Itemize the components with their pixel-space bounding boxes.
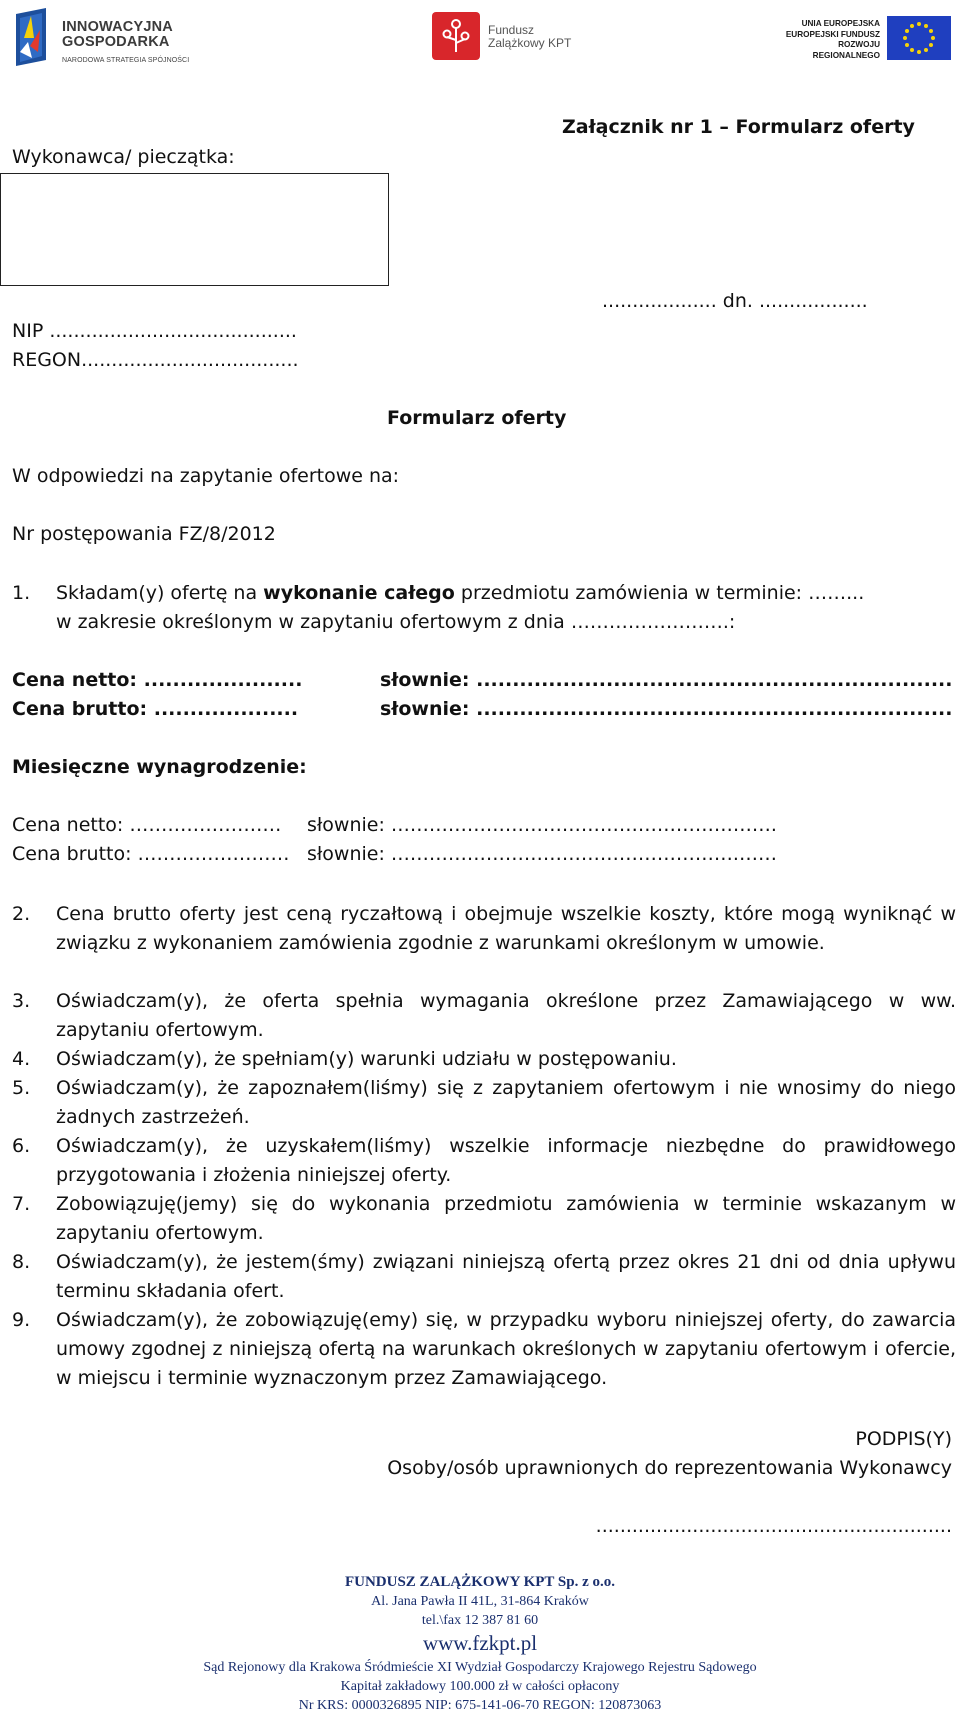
monthly-net-words: słownie: ……………………………………………………. bbox=[307, 814, 777, 836]
annex-title: Załącznik nr 1 – Formularz oferty bbox=[562, 116, 915, 138]
offer-item-7 bbox=[12, 1190, 956, 1248]
item-1-text-end: przedmiotu zamówienia w terminie: ……... bbox=[454, 582, 865, 604]
item-number: 7. bbox=[12, 1193, 31, 1215]
nip-field: NIP ......................................... bbox=[12, 320, 297, 342]
footer-court: Sąd Rejonowy dla Krakowa Śródmieście XI Wydział Gospodarczy Krajowego Rejestru Sądowego bbox=[203, 1660, 757, 1675]
item-number: 6. bbox=[12, 1135, 31, 1157]
item-text: Oświadczam(y), że jestem(śmy) związani niniejszą ofertą przez okres 21 dni od dnia upływu terminu składania ofert. bbox=[56, 1251, 956, 1302]
offer-item-3 bbox=[12, 987, 956, 1045]
logo-left-text: INNOWACYJNA GOSPODARKA bbox=[62, 19, 173, 50]
item-text: Zobowiązuję(jemy) się do wykonania przedmiotu zamówienia w terminie wskazanym w zapytaniu ofertowym. bbox=[56, 1193, 956, 1244]
item-number: 3. bbox=[12, 990, 31, 1012]
offer-item-6 bbox=[12, 1132, 956, 1190]
offer-item-5 bbox=[12, 1074, 956, 1132]
item-number: 1. bbox=[12, 582, 31, 604]
signature-line: ........................................................... bbox=[595, 1515, 952, 1537]
logo-center-text: Fundusz Zalążkowy KPT bbox=[488, 23, 572, 50]
offer-item-2 bbox=[12, 900, 956, 958]
monthly-gross-words: słownie: ……………………………………………….…… bbox=[307, 843, 777, 865]
fundusz-zalazkowy-tree-icon bbox=[432, 12, 480, 60]
logo-innowacyjna-gospodarka bbox=[12, 8, 212, 70]
item-1-text-bold: wykonanie całego bbox=[263, 582, 455, 604]
price-gross-label: Cena brutto: .................... bbox=[12, 698, 299, 720]
item-number: 5. bbox=[12, 1077, 31, 1099]
contractor-stamp-label: Wykonawca/ pieczątka: bbox=[12, 146, 235, 168]
item-text: Oświadczam(y), że uzyskałem(liśmy) wszelkie informacje niezbędne do prawidłowego przygotowania i złożenia niniejszej oferty. bbox=[56, 1135, 956, 1186]
logo-fundusz-zalazkowy bbox=[432, 12, 592, 62]
footer-ids: Nr KRS: 0000326895 NIP: 675-141-06-70 REGON: 120873063 bbox=[298, 1698, 662, 1713]
item-number: 2. bbox=[12, 903, 31, 925]
item-text: Oświadczam(y), że zobowiązuję(emy) się, w przypadku wyboru niniejszej oferty, do zawarcia umowy zgodnej z niniejszą ofertą na warunkach określonych w zapytaniu ofertowym i ofercie, w miejscu i terminie wyznaczonym przez Zamawiającego. bbox=[56, 1309, 956, 1389]
inquiry-line: W odpowiedzi na zapytanie ofertowe na: bbox=[12, 465, 400, 487]
offer-item-1 bbox=[12, 579, 956, 637]
logo-unia-europejska bbox=[770, 16, 952, 60]
footer-capital: Kapitał zakładowy 100.000 zł w całości opłacony bbox=[340, 1679, 620, 1694]
form-title: Formularz oferty bbox=[387, 407, 567, 429]
case-number: Nr postępowania FZ/8/2012 bbox=[12, 523, 276, 545]
price-net-label: Cena netto: ...................... bbox=[12, 669, 303, 691]
regon-field: REGON.................................... bbox=[12, 349, 299, 371]
eu-flag-icon bbox=[887, 16, 951, 60]
item-number: 4. bbox=[12, 1048, 31, 1070]
contractor-stamp-box bbox=[0, 173, 389, 286]
offer-item-4 bbox=[12, 1045, 956, 1074]
item-1-text-start: Składam(y) ofertę na bbox=[56, 582, 264, 604]
price-net-words: słownie: .................................................................. bbox=[380, 669, 953, 691]
logo-right-text: UNIA EUROPEJSKA EUROPEJSKI FUNDUSZ ROZWOJU REGIONALNEGO bbox=[785, 19, 880, 60]
footer-address: Al. Jana Pawła II 41L, 31-864 Kraków bbox=[371, 1594, 589, 1609]
date-line: ................... dn. .................. bbox=[602, 290, 868, 312]
item-text: Oświadczam(y), że zapoznałem(liśmy) się z zapytaniem ofertowym i nie wnosimy do niego żadnych zastrzeżeń. bbox=[56, 1077, 956, 1128]
offer-item-9 bbox=[12, 1306, 956, 1393]
footer-phone: tel.\fax 12 387 81 60 bbox=[421, 1613, 539, 1628]
item-1-line-2: w zakresie określonym w zapytaniu ofertowym z dnia …………………….: bbox=[56, 611, 736, 633]
monthly-net: Cena netto: …………………… bbox=[12, 814, 282, 836]
signature-subtitle: Osoby/osób uprawnionych do reprezentowania Wykonawcy bbox=[387, 1457, 952, 1479]
logo-left-subtext: NARODOWA STRATEGIA SPÓJNOŚCI bbox=[62, 57, 190, 64]
monthly-heading: Miesięczne wynagrodzenie: bbox=[12, 756, 307, 778]
item-text: Cena brutto oferty jest ceną ryczałtową i obejmuje wszelkie koszty, które mogą wyniknąć w związku z wykonaniem zamówienia zgodnie z warunkami określonym w umowie. bbox=[56, 903, 956, 954]
item-text: Oświadczam(y), że oferta spełnia wymagania określone przez Zamawiającego w ww. zapytaniu ofertowym. bbox=[56, 990, 956, 1041]
item-text: Oświadczam(y), że spełniam(y) warunki udziału w postępowaniu. bbox=[56, 1048, 677, 1070]
price-gross-words: słownie: .................................................................. bbox=[380, 698, 953, 720]
item-number: 8. bbox=[12, 1251, 31, 1273]
footer-website-link[interactable]: www.fzkpt.pl bbox=[422, 1631, 538, 1655]
innowacyjna-gospodarka-emblem-icon bbox=[12, 8, 52, 68]
offer-item-8 bbox=[12, 1248, 956, 1306]
footer-company: FUNDUSZ ZALĄŻKOWY KPT Sp. z o.o. bbox=[344, 1574, 616, 1590]
signature-title: PODPIS(Y) bbox=[855, 1428, 952, 1450]
monthly-gross: Cena brutto: …………………… bbox=[12, 843, 290, 865]
item-1-line-1 bbox=[56, 579, 956, 608]
item-number: 9. bbox=[12, 1309, 31, 1331]
